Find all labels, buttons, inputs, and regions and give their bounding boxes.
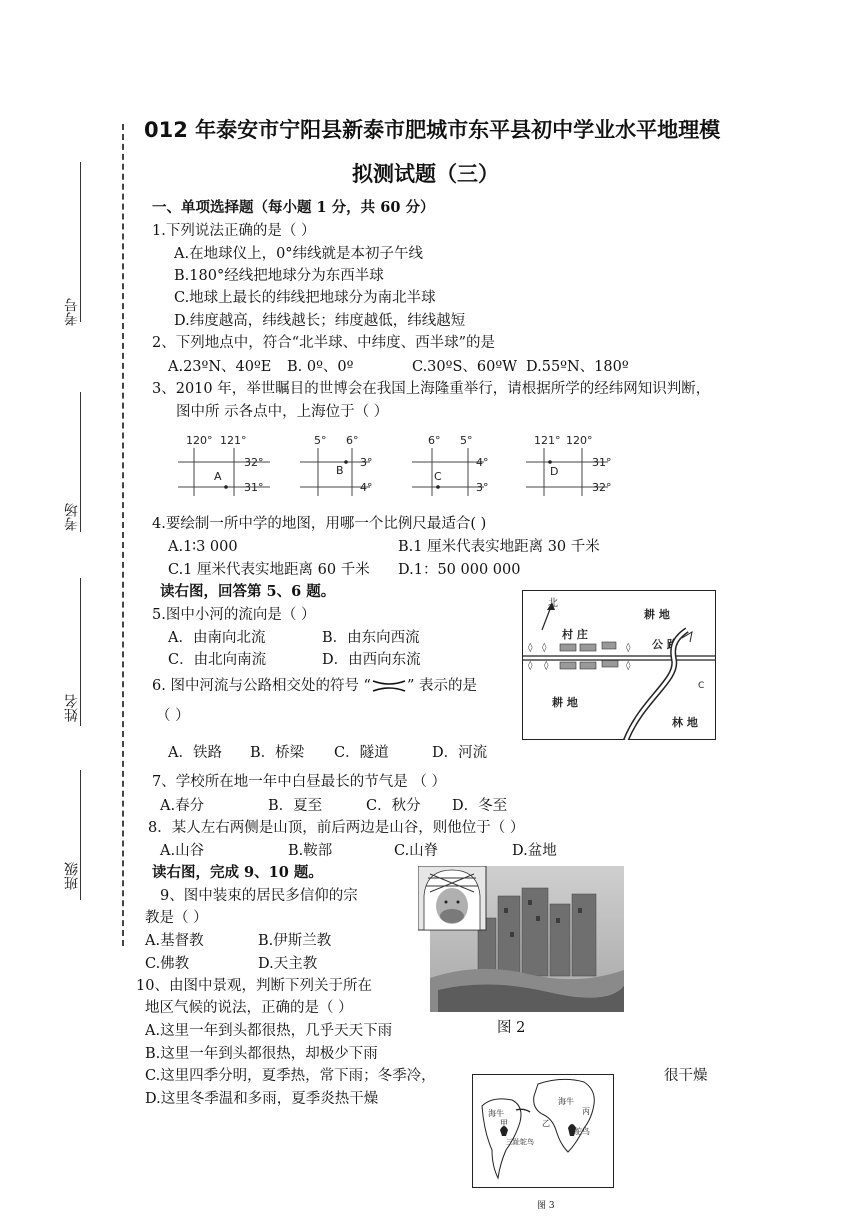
q9-stem-1: 9、图中装束的居民多信仰的宗	[160, 888, 358, 904]
q5-option-a: A．由南向北流	[168, 630, 266, 646]
q6-option-a: A．铁路	[168, 745, 222, 761]
q1-stem: 1.下列说法正确的是（ ）	[152, 223, 316, 239]
grid3-right-top: 4°	[476, 456, 489, 469]
q4-option-a: A.1∶3 000	[168, 539, 238, 555]
q6-paren: （ ）	[156, 708, 190, 724]
figure-2-caption: 图 2	[497, 1020, 526, 1036]
q8-option-c: C.山脊	[394, 843, 439, 859]
grid3-top-right: 5°	[460, 434, 473, 447]
q1-option-d: D.纬度越高，纬线越长；纬度越低，纬线越短	[174, 313, 466, 329]
svg-text:◊: ◊	[626, 643, 631, 653]
grid2-top-right: 6°	[346, 434, 359, 447]
label-c: C	[698, 681, 705, 691]
q4-stem: 4.要绘制一所中学的地图，用哪一个比例尺最适合( )	[152, 516, 487, 532]
q7-stem: 7、学校所在地一年中白昼最长的节气是 （ ）	[152, 774, 446, 790]
grid1-top-right: 121°	[220, 434, 247, 447]
q2-option-b: B. 0º、0º	[287, 359, 354, 375]
bridge-symbol-icon	[371, 679, 407, 693]
grid2-point: B	[336, 464, 344, 477]
svg-text:◊: ◊	[626, 661, 631, 671]
exam-room-label: 考场	[64, 503, 80, 531]
q4-option-b: B.1 厘米代表实地距离 30 千米	[398, 539, 600, 555]
fig3-label-ostrich-sa: 三趾鸵鸟	[506, 1138, 534, 1146]
grid2-right-top: 3°	[360, 456, 373, 469]
binding-dashed-line	[122, 124, 125, 946]
q8-option-b: B.鞍部	[288, 843, 333, 859]
grid1-top-left: 120°	[186, 434, 213, 447]
q2-option-a: A.23ºN、40ºE	[168, 359, 272, 375]
q8-stem: 8．某人左右两侧是山顶，前后两边是山谷，则他位于（ ）	[148, 820, 525, 836]
q9-option-b: B.伊斯兰教	[258, 933, 332, 949]
q10-stem-2: 地区气候的说法，正确的是（ ）	[145, 1000, 353, 1016]
read-q5-q6: 读右图，回答第 5、6 题。	[160, 583, 336, 600]
exam-no-label: 考号	[64, 298, 80, 326]
fig3-label-ostrich-af: 鸵鸟	[574, 1127, 590, 1136]
section-heading: 一、单项选择题（每小题 1 分，共 60 分）	[152, 199, 435, 216]
q3-stem-1: 3、2010 年，举世瞩目的世博会在我国上海隆重举行，请根据所学的经纬网知识判断，	[152, 381, 711, 397]
q9-option-c: C.佛教	[145, 956, 190, 972]
grid4-top-right: 120°	[566, 434, 593, 447]
q2-stem: 2、下列地点中，符合“北半球、中纬度、西半球”的是	[152, 335, 496, 351]
q6-option-b: B．桥梁	[250, 745, 305, 761]
q5-option-d: D．由西向东流	[322, 652, 421, 668]
figure-2-photo	[418, 866, 624, 1016]
grid1-point: A	[214, 470, 222, 483]
q7-option-a: A.春分	[160, 798, 205, 814]
q7-option-c: C．秋分	[366, 798, 421, 814]
figure-3-map	[472, 1074, 614, 1188]
name-label: 姓名	[64, 694, 80, 722]
class-blank	[80, 770, 81, 900]
name-blank	[80, 578, 81, 726]
grid2-right-bottom: 4°	[360, 481, 373, 494]
grid4-top-left: 121°	[534, 434, 561, 447]
grid4-point: D	[550, 465, 559, 478]
grid2-top-left: 5°	[314, 434, 327, 447]
q10-option-d: D.这里冬季温和多雨，夏季炎热干燥	[145, 1091, 379, 1107]
q2-option-c: C.30ºS、60ºW	[412, 359, 518, 375]
exam-no-blank	[80, 162, 81, 322]
q10-option-b: B.这里一年到头都很热，却极少下雨	[145, 1046, 378, 1062]
q2-option-d: D.55ºN、180º	[526, 359, 629, 375]
q4-option-c: C.1 厘米代表实地距离 60 千米	[168, 562, 370, 578]
q9-option-d: D.天主教	[258, 956, 318, 972]
village-river-map	[522, 590, 716, 740]
q10-option-c: C.这里四季分明，夏季热，常下雨；冬季冷，	[145, 1068, 436, 1084]
fig3-label-yi: 乙	[542, 1119, 550, 1128]
svg-text:◊: ◊	[542, 643, 547, 653]
q7-option-d: D．冬至	[452, 798, 508, 814]
q6-stem-post: ” 表示的是	[406, 678, 477, 694]
exam-room-blank	[80, 392, 81, 532]
q10-option-a: A.这里一年到头都很热，几乎天天下雨	[145, 1023, 393, 1039]
svg-text:◊: ◊	[528, 643, 533, 653]
q10-option-c-tail: 很干燥	[664, 1068, 708, 1084]
q5-stem: 5.图中小河的流向是（ ）	[152, 607, 316, 623]
q5-option-b: B．由东向西流	[322, 630, 420, 646]
class-label: 班级	[64, 862, 80, 890]
grid3-top-left: 6°	[428, 434, 441, 447]
page-title-line2: 拟测试题（三）	[352, 162, 499, 186]
fig3-label-manatee-b: 海牛	[558, 1097, 574, 1106]
q4-option-d: D.1：50 000 000	[398, 562, 521, 578]
figure-3-caption: 图 3	[537, 1201, 555, 1211]
q8-option-a: A.山谷	[160, 843, 205, 859]
q1-option-a: A.在地球仪上，0°纬线就是本初子午线	[174, 246, 424, 262]
q9-stem-2: 教是（ ）	[145, 910, 208, 926]
grid3-right-bottom: 3°	[476, 481, 489, 494]
q3-stem-2: 图中所 示各点中，上海位于（ ）	[176, 404, 389, 420]
road-label: 公 路	[652, 638, 678, 651]
q3-lat-long-grids	[170, 430, 630, 502]
fig3-label-jia: 甲	[500, 1119, 508, 1128]
grid1-right-bottom: 31°	[244, 481, 264, 494]
farmland-top-label: 耕 地	[644, 608, 670, 621]
grid4-right-top: 31°	[592, 456, 612, 469]
svg-text:◊: ◊	[544, 661, 549, 671]
village-label: 村 庄	[562, 628, 588, 641]
read-q9-q10: 读右图，完成 9、10 题。	[152, 864, 323, 881]
q6-stem-pre: 6. 图中河流与公路相交处的符号 “	[152, 678, 371, 694]
q10-stem-1: 10、由图中景观，判断下列关于所在	[136, 978, 372, 994]
q6-option-d: D．河流	[432, 745, 488, 761]
q6-stem	[152, 676, 477, 696]
grid4-right-bottom: 32°	[592, 481, 612, 494]
q8-option-d: D.盆地	[512, 843, 557, 859]
q7-option-b: B．夏至	[268, 798, 323, 814]
q1-option-b: B.180°经线把地球分为东西半球	[174, 268, 384, 284]
grid3-point: C	[434, 470, 442, 483]
grid1-right-top: 32°	[244, 456, 264, 469]
page-title-line1: 012 年泰安市宁阳县新泰市肥城市东平县初中学业水平地理模	[144, 118, 721, 142]
farmland-bottom-label: 耕 地	[552, 696, 578, 709]
north-label: 北	[548, 598, 558, 609]
q1-option-c: C.地球上最长的纬线把地球分为南北半球	[174, 290, 436, 306]
forest-label: 林 地	[672, 716, 698, 729]
svg-text:◊: ◊	[528, 661, 533, 671]
q6-option-c: C．隧道	[334, 745, 389, 761]
q5-option-c: C．由北向南流	[168, 652, 267, 668]
q9-option-a: A.基督教	[145, 933, 204, 949]
fig3-label-manatee-a: 海牛	[488, 1109, 504, 1118]
fig3-label-bing: 丙	[582, 1107, 590, 1116]
